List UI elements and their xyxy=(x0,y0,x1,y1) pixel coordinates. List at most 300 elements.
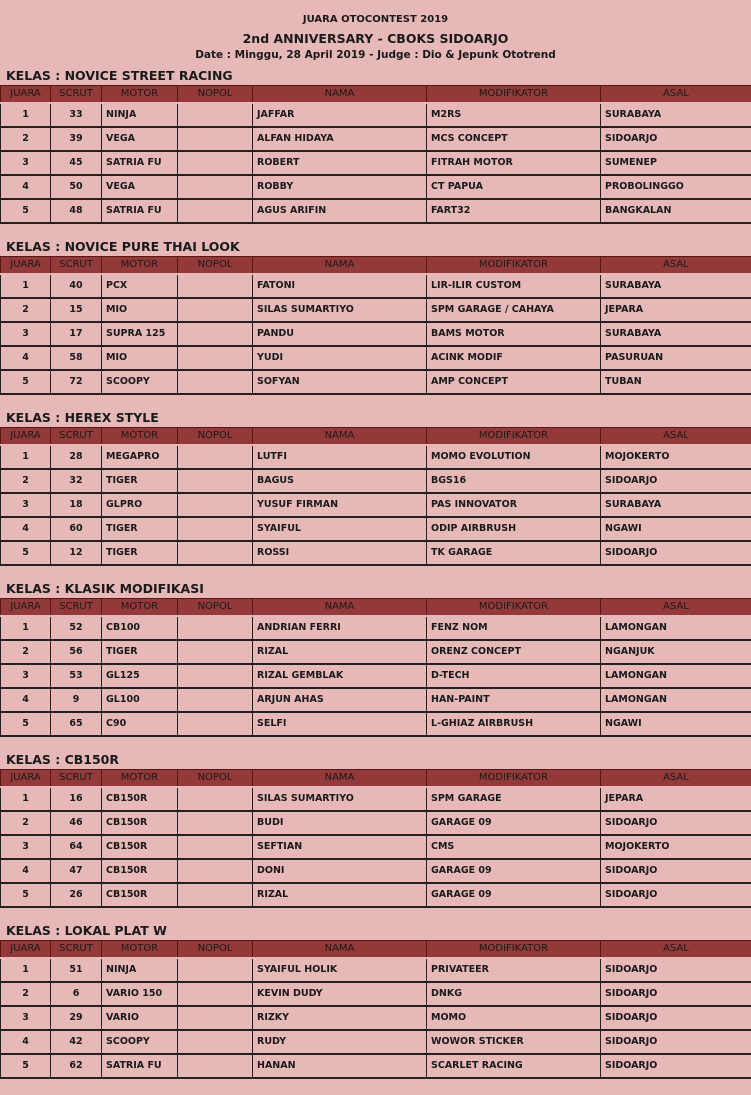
table-row xyxy=(1,688,751,712)
table-cell xyxy=(178,616,253,640)
table-cell: GL100 xyxy=(102,688,178,712)
table-cell: SEFTIAN xyxy=(253,835,427,859)
table-cell xyxy=(178,1030,253,1054)
column-header: NOPOL xyxy=(178,257,253,274)
table-cell: RUDY xyxy=(253,1030,427,1054)
table-cell: YUDI xyxy=(253,346,427,370)
column-header: JUARA xyxy=(1,428,51,445)
table-header-row xyxy=(1,257,751,274)
table-cell: 48 xyxy=(51,199,102,223)
table-cell: FITRAH MOTOR xyxy=(427,151,601,175)
table-cell: 18 xyxy=(51,493,102,517)
table-cell: 1 xyxy=(1,274,51,298)
table-cell: ALFAN HIDAYA xyxy=(253,127,427,151)
class-title: KELAS : CB150R xyxy=(6,752,119,767)
table-cell: ACINK MODIF xyxy=(427,346,601,370)
table-row xyxy=(1,469,751,493)
table-cell: KEVIN DUDY xyxy=(253,982,427,1006)
table-cell: 1 xyxy=(1,958,51,982)
class-section xyxy=(0,921,751,1079)
table-cell xyxy=(178,859,253,883)
table-row xyxy=(1,127,751,151)
table-cell: SUMENEP xyxy=(601,151,751,175)
table-cell: 3 xyxy=(1,322,51,346)
table-row xyxy=(1,712,751,736)
table-cell: RIZKY xyxy=(253,1006,427,1030)
table-cell: PRIVATEER xyxy=(427,958,601,982)
table-row xyxy=(1,787,751,811)
table-cell: PROBOLINGGO xyxy=(601,175,751,199)
table-cell: 72 xyxy=(51,370,102,394)
class-title: KELAS : NOVICE STREET RACING xyxy=(6,68,233,83)
table-cell: SUPRA 125 xyxy=(102,322,178,346)
results-table xyxy=(0,940,751,1079)
results-table xyxy=(0,769,751,908)
table-header-row xyxy=(1,770,751,787)
table-row xyxy=(1,1030,751,1054)
table-cell: MOJOKERTO xyxy=(601,835,751,859)
table-cell: 2 xyxy=(1,811,51,835)
table-cell: LUTFI xyxy=(253,445,427,469)
column-header: MODIFIKATOR xyxy=(427,941,601,958)
table-cell: MCS CONCEPT xyxy=(427,127,601,151)
table-cell: L-GHIAZ AIRBRUSH xyxy=(427,712,601,736)
table-cell: LAMONGAN xyxy=(601,688,751,712)
column-header: NAMA xyxy=(253,257,427,274)
table-cell: HAN-PAINT xyxy=(427,688,601,712)
table-cell: 1 xyxy=(1,445,51,469)
table-cell: CMS xyxy=(427,835,601,859)
table-cell: 2 xyxy=(1,469,51,493)
table-cell: SIDOARJO xyxy=(601,958,751,982)
table-cell: SIDOARJO xyxy=(601,1054,751,1078)
table-cell: 39 xyxy=(51,127,102,151)
table-cell: 4 xyxy=(1,1030,51,1054)
class-title: KELAS : KLASIK MODIFIKASI xyxy=(6,581,204,596)
column-header: ASAL xyxy=(601,770,751,787)
table-cell: 3 xyxy=(1,151,51,175)
results-table xyxy=(0,85,751,224)
table-cell xyxy=(178,958,253,982)
table-cell: NGANJUK xyxy=(601,640,751,664)
table-cell: SCOOPY xyxy=(102,370,178,394)
table-cell xyxy=(178,787,253,811)
table-cell: TIGER xyxy=(102,640,178,664)
table-cell: 4 xyxy=(1,517,51,541)
column-header: MOTOR xyxy=(102,428,178,445)
table-cell: 53 xyxy=(51,664,102,688)
table-cell: JAFFAR xyxy=(253,103,427,127)
class-title: KELAS : NOVICE PURE THAI LOOK xyxy=(6,239,240,254)
table-cell: TIGER xyxy=(102,541,178,565)
table-cell: RIZAL xyxy=(253,883,427,907)
table-cell: 6 xyxy=(51,982,102,1006)
class-section xyxy=(0,408,751,566)
column-header: ASAL xyxy=(601,599,751,616)
column-header: MOTOR xyxy=(102,257,178,274)
table-cell: AGUS ARIFIN xyxy=(253,199,427,223)
table-cell: SILAS SUMARTIYO xyxy=(253,298,427,322)
table-cell xyxy=(178,541,253,565)
table-cell: 32 xyxy=(51,469,102,493)
table-row xyxy=(1,298,751,322)
table-row xyxy=(1,616,751,640)
table-cell: 28 xyxy=(51,445,102,469)
table-cell: ARJUN AHAS xyxy=(253,688,427,712)
table-cell: 5 xyxy=(1,1054,51,1078)
table-cell: CB150R xyxy=(102,883,178,907)
column-header: ASAL xyxy=(601,941,751,958)
table-cell: SELFI xyxy=(253,712,427,736)
table-cell: SYAIFUL HOLIK xyxy=(253,958,427,982)
table-cell: 42 xyxy=(51,1030,102,1054)
table-row xyxy=(1,370,751,394)
table-cell: PAS INNOVATOR xyxy=(427,493,601,517)
table-header-row xyxy=(1,599,751,616)
table-cell: ROBBY xyxy=(253,175,427,199)
table-row xyxy=(1,199,751,223)
table-cell: DNKG xyxy=(427,982,601,1006)
table-cell: YUSUF FIRMAN xyxy=(253,493,427,517)
table-cell: FART32 xyxy=(427,199,601,223)
table-cell: 2 xyxy=(1,982,51,1006)
column-header: MODIFIKATOR xyxy=(427,257,601,274)
table-cell: 2 xyxy=(1,298,51,322)
table-cell: MEGAPRO xyxy=(102,445,178,469)
table-cell: 1 xyxy=(1,616,51,640)
table-cell: 58 xyxy=(51,346,102,370)
table-cell: FATONI xyxy=(253,274,427,298)
table-cell: BANGKALAN xyxy=(601,199,751,223)
table-cell xyxy=(178,469,253,493)
table-row xyxy=(1,175,751,199)
table-cell: MOJOKERTO xyxy=(601,445,751,469)
table-cell: ODIP AIRBRUSH xyxy=(427,517,601,541)
table-cell: 26 xyxy=(51,883,102,907)
column-header: NAMA xyxy=(253,86,427,103)
table-cell: 46 xyxy=(51,811,102,835)
table-cell: NINJA xyxy=(102,958,178,982)
table-cell: 2 xyxy=(1,127,51,151)
column-header: NOPOL xyxy=(178,770,253,787)
column-header: ASAL xyxy=(601,257,751,274)
results-table xyxy=(0,256,751,395)
column-header: SCRUT xyxy=(51,257,102,274)
table-cell: 5 xyxy=(1,883,51,907)
table-cell: 29 xyxy=(51,1006,102,1030)
column-header: NOPOL xyxy=(178,941,253,958)
class-section xyxy=(0,579,751,737)
table-row xyxy=(1,517,751,541)
table-cell: TIGER xyxy=(102,469,178,493)
table-cell xyxy=(178,274,253,298)
class-section xyxy=(0,66,751,224)
table-cell: 5 xyxy=(1,370,51,394)
table-row xyxy=(1,1006,751,1030)
table-cell xyxy=(178,688,253,712)
table-cell: SIDOARJO xyxy=(601,541,751,565)
table-cell xyxy=(178,982,253,1006)
table-row xyxy=(1,1054,751,1078)
table-cell xyxy=(178,445,253,469)
column-header: MODIFIKATOR xyxy=(427,86,601,103)
table-cell: ANDRIAN FERRI xyxy=(253,616,427,640)
table-cell: BUDI xyxy=(253,811,427,835)
table-cell: 3 xyxy=(1,835,51,859)
results-table xyxy=(0,598,751,737)
table-row xyxy=(1,103,751,127)
table-cell xyxy=(178,811,253,835)
table-cell: SATRIA FU xyxy=(102,1054,178,1078)
column-header: JUARA xyxy=(1,257,51,274)
table-cell: JEPARA xyxy=(601,787,751,811)
table-cell: VEGA xyxy=(102,127,178,151)
table-header-row xyxy=(1,86,751,103)
table-cell: SPM GARAGE / CAHAYA xyxy=(427,298,601,322)
table-cell: SOFYAN xyxy=(253,370,427,394)
table-row xyxy=(1,958,751,982)
column-header: MOTOR xyxy=(102,770,178,787)
table-cell: 51 xyxy=(51,958,102,982)
table-cell xyxy=(178,322,253,346)
table-cell: 9 xyxy=(51,688,102,712)
column-header: MODIFIKATOR xyxy=(427,770,601,787)
table-cell: MOMO EVOLUTION xyxy=(427,445,601,469)
table-cell: CB100 xyxy=(102,616,178,640)
column-header: SCRUT xyxy=(51,86,102,103)
table-cell xyxy=(178,664,253,688)
table-cell: SIDOARJO xyxy=(601,982,751,1006)
table-cell xyxy=(178,835,253,859)
table-cell xyxy=(178,517,253,541)
table-cell xyxy=(178,883,253,907)
column-header: NAMA xyxy=(253,770,427,787)
table-cell: 4 xyxy=(1,688,51,712)
table-cell: 50 xyxy=(51,175,102,199)
table-cell: WOWOR STICKER xyxy=(427,1030,601,1054)
column-header: NAMA xyxy=(253,599,427,616)
table-cell: 33 xyxy=(51,103,102,127)
table-row xyxy=(1,859,751,883)
class-title: KELAS : HEREX STYLE xyxy=(6,410,159,425)
column-header: SCRUT xyxy=(51,599,102,616)
table-cell: NINJA xyxy=(102,103,178,127)
table-cell: TUBAN xyxy=(601,370,751,394)
table-cell: 45 xyxy=(51,151,102,175)
table-cell: VARIO 150 xyxy=(102,982,178,1006)
table-cell: 16 xyxy=(51,787,102,811)
table-cell: LAMONGAN xyxy=(601,616,751,640)
column-header: ASAL xyxy=(601,428,751,445)
table-cell: SILAS SUMARTIYO xyxy=(253,787,427,811)
column-header: NOPOL xyxy=(178,599,253,616)
column-header: ASAL xyxy=(601,86,751,103)
table-cell: PCX xyxy=(102,274,178,298)
table-cell: GLPRO xyxy=(102,493,178,517)
table-cell: 2 xyxy=(1,640,51,664)
table-cell xyxy=(178,370,253,394)
table-row xyxy=(1,274,751,298)
column-header: JUARA xyxy=(1,941,51,958)
table-cell: 47 xyxy=(51,859,102,883)
table-row xyxy=(1,835,751,859)
table-cell: VEGA xyxy=(102,175,178,199)
column-header: NOPOL xyxy=(178,428,253,445)
table-cell xyxy=(178,127,253,151)
class-section xyxy=(0,237,751,395)
table-cell: 62 xyxy=(51,1054,102,1078)
column-header: SCRUT xyxy=(51,770,102,787)
table-cell xyxy=(178,151,253,175)
table-row xyxy=(1,346,751,370)
table-cell: PASURUAN xyxy=(601,346,751,370)
table-cell: LIR-ILIR CUSTOM xyxy=(427,274,601,298)
table-cell: GL125 xyxy=(102,664,178,688)
column-header: NAMA xyxy=(253,428,427,445)
table-cell: RIZAL xyxy=(253,640,427,664)
table-cell: 64 xyxy=(51,835,102,859)
table-cell: CT PAPUA xyxy=(427,175,601,199)
table-row xyxy=(1,151,751,175)
table-cell: C90 xyxy=(102,712,178,736)
table-cell: 1 xyxy=(1,787,51,811)
table-cell xyxy=(178,640,253,664)
table-cell: 15 xyxy=(51,298,102,322)
table-cell: 5 xyxy=(1,712,51,736)
table-row xyxy=(1,811,751,835)
table-row xyxy=(1,445,751,469)
table-cell: SIDOARJO xyxy=(601,1006,751,1030)
table-cell: NGAWI xyxy=(601,517,751,541)
table-cell: SURABAYA xyxy=(601,322,751,346)
table-row xyxy=(1,664,751,688)
class-title: KELAS : LOKAL PLAT W xyxy=(6,923,167,938)
table-cell: 60 xyxy=(51,517,102,541)
class-section xyxy=(0,750,751,908)
table-cell: SIDOARJO xyxy=(601,127,751,151)
column-header: NAMA xyxy=(253,941,427,958)
column-header: MODIFIKATOR xyxy=(427,428,601,445)
table-cell: MOMO xyxy=(427,1006,601,1030)
table-cell: 12 xyxy=(51,541,102,565)
table-cell: 4 xyxy=(1,859,51,883)
column-header: NOPOL xyxy=(178,86,253,103)
table-cell: AMP CONCEPT xyxy=(427,370,601,394)
table-cell: 52 xyxy=(51,616,102,640)
table-cell: SIDOARJO xyxy=(601,1030,751,1054)
column-header: SCRUT xyxy=(51,941,102,958)
table-cell: PANDU xyxy=(253,322,427,346)
table-cell: MIO xyxy=(102,346,178,370)
table-cell: SURABAYA xyxy=(601,274,751,298)
table-cell: SPM GARAGE xyxy=(427,787,601,811)
table-cell: ROSSI xyxy=(253,541,427,565)
table-cell: BAMS MOTOR xyxy=(427,322,601,346)
table-cell: CB150R xyxy=(102,859,178,883)
table-row xyxy=(1,883,751,907)
table-cell: SATRIA FU xyxy=(102,199,178,223)
sheet-title: JUARA OTOCONTEST 2019 xyxy=(302,14,449,25)
event-meta: Date : Minggu, 28 April 2019 - Judge : Dio & Jepunk Ototrend xyxy=(195,49,556,61)
table-cell: BGS16 xyxy=(427,469,601,493)
table-cell: SIDOARJO xyxy=(601,859,751,883)
table-cell: ORENZ CONCEPT xyxy=(427,640,601,664)
table-cell xyxy=(178,493,253,517)
table-row xyxy=(1,541,751,565)
table-cell: DONI xyxy=(253,859,427,883)
column-header: MOTOR xyxy=(102,941,178,958)
table-cell: SIDOARJO xyxy=(601,469,751,493)
column-header: MODIFIKATOR xyxy=(427,599,601,616)
table-header-row xyxy=(1,941,751,958)
table-cell xyxy=(178,199,253,223)
table-cell xyxy=(178,175,253,199)
table-cell: D-TECH xyxy=(427,664,601,688)
table-cell: BAGUS xyxy=(253,469,427,493)
table-cell: SIDOARJO xyxy=(601,883,751,907)
column-header: JUARA xyxy=(1,770,51,787)
table-cell: 1 xyxy=(1,103,51,127)
table-cell: 40 xyxy=(51,274,102,298)
table-cell: ROBERT xyxy=(253,151,427,175)
column-header: SCRUT xyxy=(51,428,102,445)
table-cell: SURABAYA xyxy=(601,103,751,127)
table-cell xyxy=(178,346,253,370)
table-cell xyxy=(178,712,253,736)
table-cell: 3 xyxy=(1,1006,51,1030)
table-cell xyxy=(178,1054,253,1078)
table-row xyxy=(1,640,751,664)
table-cell: GARAGE 09 xyxy=(427,859,601,883)
table-cell: SATRIA FU xyxy=(102,151,178,175)
table-cell: 5 xyxy=(1,541,51,565)
table-cell: 4 xyxy=(1,175,51,199)
table-cell: SCARLET RACING xyxy=(427,1054,601,1078)
table-cell: CB150R xyxy=(102,787,178,811)
table-cell: GARAGE 09 xyxy=(427,811,601,835)
table-cell: 17 xyxy=(51,322,102,346)
table-cell: SURABAYA xyxy=(601,493,751,517)
table-cell: CB150R xyxy=(102,811,178,835)
table-cell: M2RS xyxy=(427,103,601,127)
table-cell: 3 xyxy=(1,493,51,517)
column-header: JUARA xyxy=(1,86,51,103)
table-cell xyxy=(178,103,253,127)
table-cell: SIDOARJO xyxy=(601,811,751,835)
table-cell: HANAN xyxy=(253,1054,427,1078)
table-cell: 5 xyxy=(1,199,51,223)
table-cell: MIO xyxy=(102,298,178,322)
column-header: JUARA xyxy=(1,599,51,616)
table-cell: TIGER xyxy=(102,517,178,541)
table-cell: 65 xyxy=(51,712,102,736)
table-cell: RIZAL GEMBLAK xyxy=(253,664,427,688)
table-cell: VARIO xyxy=(102,1006,178,1030)
table-cell: 4 xyxy=(1,346,51,370)
table-cell: SYAIFUL xyxy=(253,517,427,541)
table-cell: LAMONGAN xyxy=(601,664,751,688)
column-header: MOTOR xyxy=(102,86,178,103)
table-cell: 3 xyxy=(1,664,51,688)
event-title: 2nd ANNIVERSARY - CBOKS SIDOARJO xyxy=(242,31,509,46)
table-cell: CB150R xyxy=(102,835,178,859)
table-header-row xyxy=(1,428,751,445)
table-cell: 56 xyxy=(51,640,102,664)
table-cell xyxy=(178,298,253,322)
table-cell: NGAWI xyxy=(601,712,751,736)
table-row xyxy=(1,982,751,1006)
table-row xyxy=(1,322,751,346)
